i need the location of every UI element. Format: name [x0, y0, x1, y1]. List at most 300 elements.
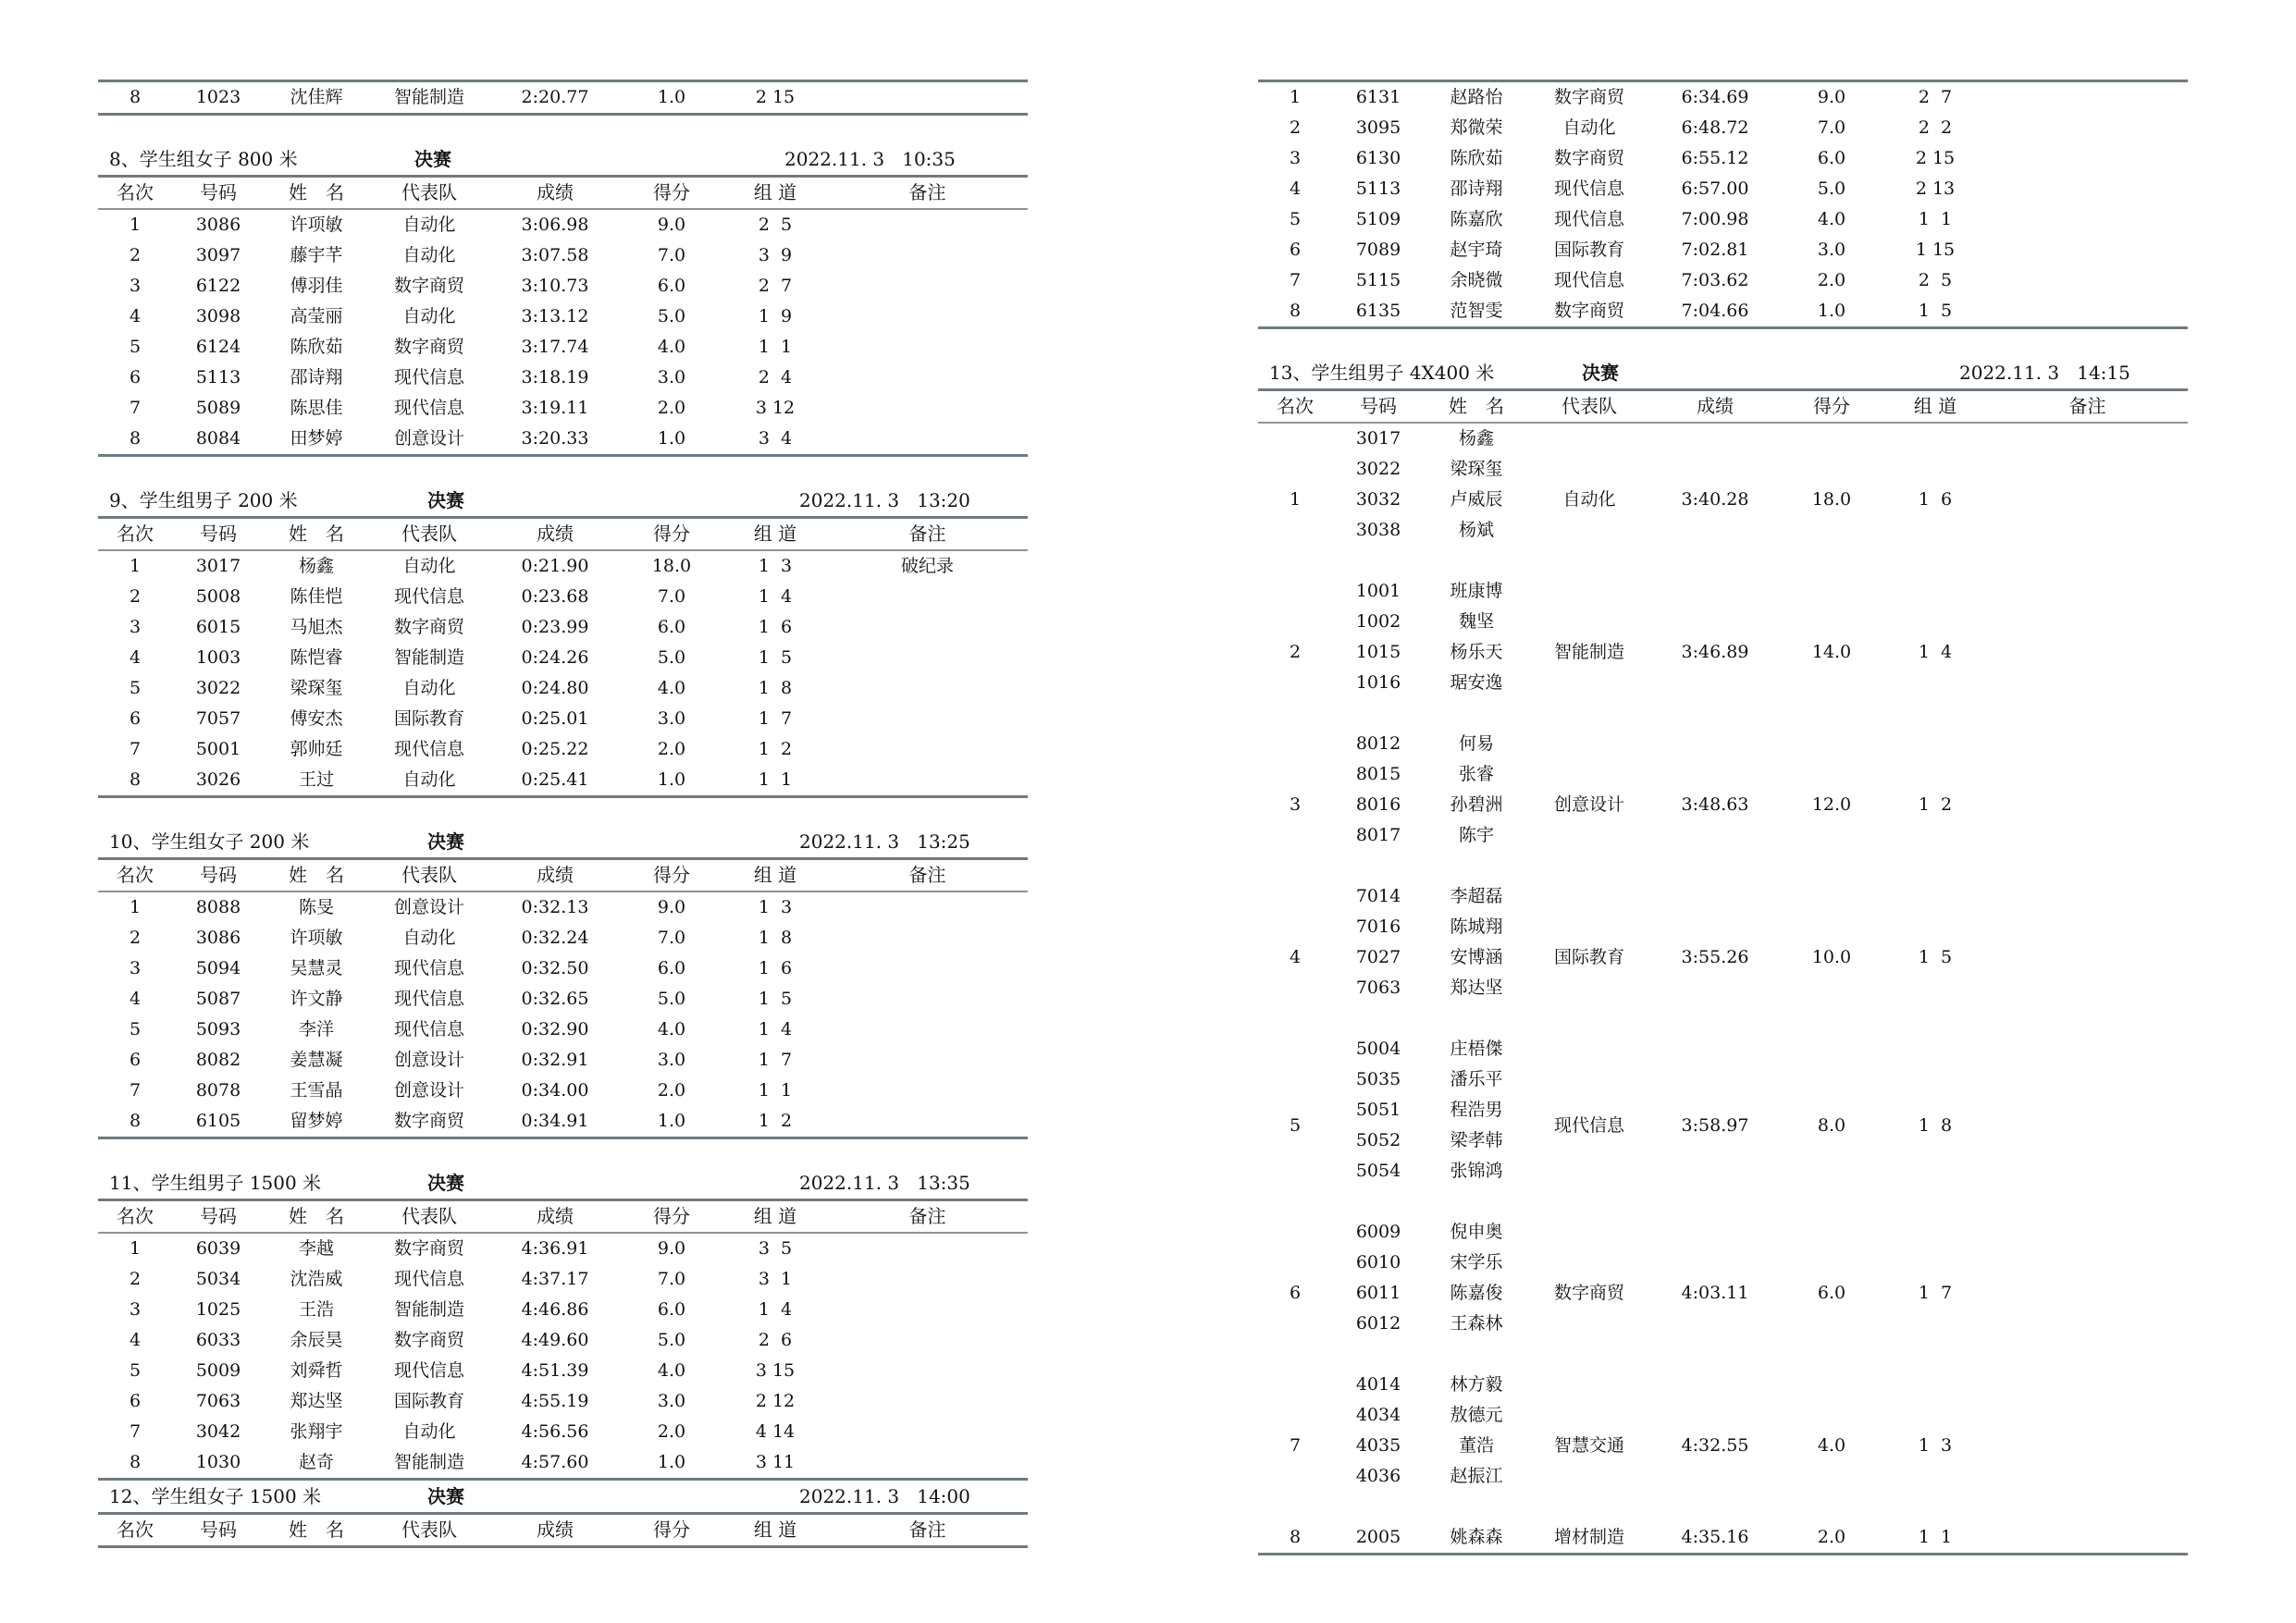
team-cell: 国际教育 [1553, 240, 1624, 260]
member-number: 5052 [1355, 1130, 1401, 1150]
rank-cell: 1 [129, 897, 142, 917]
result-cell: 3:07.58 [521, 245, 589, 265]
member-name: 杨鑫 [1458, 428, 1494, 449]
number-cell: 5113 [1355, 178, 1401, 199]
member-number: 6009 [1355, 1222, 1401, 1242]
points-cell: 6.0 [657, 617, 686, 637]
table-header [98, 1515, 1028, 1545]
team-cell: 现代信息 [1553, 209, 1624, 229]
member-name: 陈城翔 [1450, 916, 1503, 937]
name-cell: 留梦婷 [290, 1111, 343, 1131]
relay-member-row [1258, 576, 2188, 607]
rank-cell: 1 [1289, 87, 1302, 107]
rank-cell: 2 [129, 245, 142, 265]
group-lane-cell: 2 5 [758, 215, 793, 235]
number-cell: 8082 [195, 1050, 241, 1070]
name-cell: 赵宇琦 [1450, 240, 1503, 260]
member-number: 3017 [1355, 428, 1401, 449]
points-cell: 5.0 [657, 989, 686, 1009]
result-cell: 6:34.69 [1681, 87, 1749, 107]
number-cell: 6130 [1355, 148, 1401, 168]
table-row [98, 765, 1028, 795]
relay-member-row [1258, 454, 2188, 485]
table-row [98, 1447, 1028, 1478]
result-cell: 3:20.33 [521, 428, 589, 449]
rank-cell: 8 [1289, 301, 1302, 321]
member-name: 陈嘉俊 [1450, 1283, 1503, 1303]
relay-team [1258, 729, 2188, 881]
rank-cell: 6 [129, 708, 142, 729]
rank-cell: 1 [1289, 489, 1302, 510]
relay-spacer [1258, 1187, 2188, 1217]
section-title-row [1258, 357, 2188, 388]
points-cell: 7.0 [657, 1269, 686, 1289]
result-cell: 0:34.00 [521, 1080, 589, 1100]
header-note: 备注 [908, 1518, 946, 1541]
group-lane-cell: 1 2 [758, 1111, 793, 1131]
rank-cell: 4 [129, 1330, 142, 1350]
table-row [98, 1045, 1028, 1076]
name-cell: 沈浩威 [290, 1269, 343, 1289]
result-cell: 7:03.62 [1681, 270, 1749, 290]
table-row [98, 953, 1028, 984]
header-points: 得分 [653, 1518, 690, 1541]
header-group-lane: 组 道 [753, 1518, 797, 1541]
group-lane-cell: 1 8 [1918, 1114, 1953, 1136]
result-cell: 0:23.99 [521, 617, 589, 637]
points-cell: 6.0 [657, 276, 686, 296]
points-cell: 7.0 [657, 586, 686, 607]
section-title: 9、学生组男子 200 米 [109, 489, 298, 511]
header-name: 姓 名 [289, 523, 344, 545]
group-lane-cell: 3 15 [755, 1360, 796, 1381]
table-row [98, 424, 1028, 454]
member-number: 7014 [1355, 886, 1401, 906]
group-lane-cell: 3 11 [755, 1452, 796, 1472]
table-row [98, 271, 1028, 301]
section-title-row [98, 143, 1028, 175]
points-cell: 5.0 [1817, 178, 1846, 199]
group-lane-cell: 1 6 [758, 617, 793, 637]
table-row [98, 704, 1028, 734]
relay-spacer [1258, 698, 2188, 729]
header-points: 得分 [653, 864, 690, 886]
points-cell: 5.0 [657, 306, 686, 326]
team-cell: 智能制造 [1553, 642, 1624, 662]
team-cell: 数字商贸 [393, 1330, 464, 1350]
name-cell: 余晓微 [1450, 270, 1503, 290]
name-cell: 陈欣茹 [290, 337, 343, 357]
team-cell: 现代信息 [393, 1019, 464, 1039]
table-row [98, 1325, 1028, 1356]
team-cell: 自动化 [402, 306, 456, 326]
relay-result [1258, 1278, 2188, 1309]
group-lane-cell: 2 6 [758, 1330, 793, 1350]
table-row [98, 1417, 1028, 1447]
table-row [98, 1295, 1028, 1325]
number-cell: 5115 [1355, 270, 1401, 290]
member-number: 5051 [1355, 1100, 1401, 1120]
member-name: 倪申奥 [1450, 1222, 1503, 1242]
result-cell: 0:24.26 [521, 647, 589, 668]
header-result: 成绩 [537, 864, 574, 886]
group-lane-cell: 1 5 [758, 989, 793, 1009]
team-cell: 智慧交通 [1553, 1435, 1624, 1456]
member-name: 张锦鸿 [1450, 1161, 1503, 1181]
name-cell: 刘舜哲 [290, 1360, 343, 1381]
number-cell: 1030 [195, 1452, 241, 1472]
header-result: 成绩 [537, 1205, 574, 1227]
relay-member-row [1258, 820, 2188, 851]
table-row [98, 393, 1028, 424]
table-row [98, 301, 1028, 332]
points-cell: 4.0 [1817, 1435, 1846, 1456]
relay-member-row [1258, 607, 2188, 637]
relay-team [1258, 1370, 2188, 1522]
rank-cell: 3 [129, 276, 142, 296]
result-cell: 4:32.55 [1681, 1435, 1749, 1456]
relay-spacer [1258, 1003, 2188, 1034]
member-name: 杨斌 [1458, 520, 1494, 540]
member-number: 4014 [1355, 1374, 1401, 1395]
rank-cell: 2 [129, 928, 142, 948]
result-cell: 0:23.68 [521, 586, 589, 607]
name-cell: 陈佳恺 [290, 586, 343, 607]
number-cell: 3026 [195, 769, 241, 790]
table-row [1258, 235, 2188, 265]
member-name: 宋学乐 [1450, 1252, 1503, 1273]
points-cell: 18.0 [1811, 489, 1852, 510]
member-name: 王森林 [1450, 1313, 1503, 1334]
header-rank: 名次 [117, 1518, 154, 1541]
group-lane-cell: 1 9 [758, 306, 793, 326]
member-name: 卢威辰 [1450, 489, 1503, 510]
header-points: 得分 [1813, 395, 1850, 417]
member-number: 6011 [1355, 1283, 1401, 1303]
table-row [98, 210, 1028, 240]
points-cell: 9.0 [657, 897, 686, 917]
group-lane-cell: 2 7 [758, 276, 793, 296]
group-lane-cell: 1 2 [758, 739, 793, 759]
event-section [98, 143, 1028, 457]
section-title: 11、学生组男子 1500 米 [109, 1172, 322, 1194]
number-cell: 5089 [195, 398, 241, 418]
header-group-lane: 组 道 [753, 181, 797, 203]
member-number: 2005 [1355, 1527, 1401, 1547]
header-points: 得分 [653, 523, 690, 545]
points-cell: 14.0 [1811, 642, 1852, 662]
table-row [98, 923, 1028, 953]
table-row [98, 1106, 1028, 1137]
member-number: 7063 [1355, 977, 1401, 998]
team-cell: 智能制造 [393, 1299, 464, 1320]
team-cell: 数字商贸 [393, 1238, 464, 1259]
relay-team [1258, 424, 2188, 576]
name-cell: 王浩 [298, 1299, 334, 1320]
table-row [98, 582, 1028, 612]
points-cell: 2.0 [1817, 1527, 1846, 1547]
group-lane-cell: 2 2 [1918, 117, 1953, 138]
number-cell: 6131 [1355, 87, 1401, 107]
result-cell: 7:02.81 [1681, 240, 1749, 260]
result-cell: 3:06.98 [521, 215, 589, 235]
result-cell: 4:57.60 [521, 1452, 589, 1472]
number-cell: 6124 [195, 337, 241, 357]
rank-cell: 1 [129, 556, 142, 576]
relay-member-row [1258, 1217, 2188, 1248]
points-cell: 1.0 [657, 1111, 686, 1131]
header-note: 备注 [2068, 395, 2106, 417]
member-name: 安博涵 [1450, 947, 1503, 967]
table-row [98, 551, 1028, 582]
group-lane-cell: 2 15 [1915, 148, 1956, 168]
relay-result [1258, 942, 2188, 973]
team-cell: 创意设计 [393, 897, 464, 917]
table-header [98, 1201, 1028, 1232]
points-cell: 9.0 [1817, 87, 1846, 107]
relay-member-row [1258, 668, 2188, 698]
rank-cell: 7 [1289, 270, 1302, 290]
result-cell: 3:19.11 [521, 398, 589, 418]
result-cell: 7:04.66 [1681, 301, 1749, 321]
result-cell: 0:34.91 [521, 1111, 589, 1131]
member-name: 班康博 [1450, 581, 1503, 601]
table-row [98, 1234, 1028, 1264]
group-lane-cell: 4 14 [755, 1421, 796, 1442]
section-end-rule [1258, 1553, 2188, 1555]
result-cell: 3:10.73 [521, 276, 589, 296]
header-result: 成绩 [537, 181, 574, 203]
name-cell: 赵奇 [298, 1452, 334, 1472]
header-number: 号码 [1360, 395, 1397, 417]
member-number: 3038 [1355, 520, 1401, 540]
number-cell: 8084 [195, 428, 241, 449]
header-group-lane: 组 道 [753, 523, 797, 545]
group-lane-cell: 1 7 [1918, 1283, 1953, 1303]
result-cell: 4:03.11 [1681, 1283, 1749, 1303]
relay-team [1258, 1217, 2188, 1370]
section-time: 2022.11. 3 13:20 [799, 489, 970, 511]
member-number: 1016 [1355, 672, 1401, 693]
member-name: 敖德元 [1450, 1405, 1503, 1425]
result-cell: 0:25.22 [521, 739, 589, 759]
result-cell: 0:25.41 [521, 769, 589, 790]
name-cell: 赵路怡 [1450, 87, 1503, 107]
team-cell: 自动化 [402, 928, 456, 948]
header-group-lane: 组 道 [753, 864, 797, 886]
number-cell: 5087 [195, 989, 241, 1009]
group-lane-cell: 2 5 [1918, 270, 1953, 290]
member-number: 3022 [1355, 459, 1401, 479]
points-cell: 4.0 [657, 1360, 686, 1381]
team-cell: 现代信息 [393, 1360, 464, 1381]
name-cell: 王过 [298, 769, 334, 790]
member-name: 林方毅 [1450, 1374, 1503, 1395]
table-header [98, 860, 1028, 891]
header-result: 成绩 [537, 1518, 574, 1541]
result-cell: 3:17.74 [521, 337, 589, 357]
points-cell: 3.0 [657, 708, 686, 729]
table-row [98, 1014, 1028, 1045]
rank-cell: 5 [129, 1360, 142, 1381]
number-cell: 5008 [195, 586, 241, 607]
team-cell: 数字商贸 [1553, 1283, 1624, 1303]
group-lane-cell: 2 7 [1918, 87, 1953, 107]
member-name: 姚森森 [1450, 1527, 1503, 1547]
member-name: 梁孝韩 [1450, 1130, 1503, 1150]
relay-member-row [1258, 1309, 2188, 1339]
rank-cell: 4 [129, 989, 142, 1009]
team-cell: 创意设计 [1553, 794, 1624, 815]
rank-cell: 5 [1289, 1114, 1302, 1136]
result-cell: 0:32.91 [521, 1050, 589, 1070]
table-row [1258, 113, 2188, 143]
header-note: 备注 [908, 181, 946, 203]
header-team: 代表队 [401, 181, 457, 203]
rank-cell: 1 [129, 215, 142, 235]
event-section [98, 1481, 1028, 1548]
team-cell: 数字商贸 [1553, 87, 1624, 107]
team-cell: 自动化 [402, 556, 456, 576]
name-cell: 范智雯 [1450, 301, 1503, 321]
team-cell: 自动化 [402, 769, 456, 790]
relay-team [1258, 576, 2188, 729]
rank-cell: 2 [129, 1269, 142, 1289]
relay-spacer [1258, 546, 2188, 576]
member-number: 5035 [1355, 1069, 1401, 1089]
group-lane-cell: 1 2 [1918, 794, 1953, 815]
name-cell: 藤宇芊 [290, 245, 343, 265]
member-name: 梁琛玺 [1450, 459, 1503, 479]
member-number: 1002 [1355, 611, 1401, 632]
header-team: 代表队 [401, 523, 457, 545]
name-cell: 郑微荣 [1450, 117, 1503, 138]
table-row [98, 1386, 1028, 1417]
number-cell: 8088 [195, 897, 241, 917]
result-cell: 7:00.98 [1681, 209, 1749, 229]
points-cell: 2.0 [657, 398, 686, 418]
group-lane-cell: 1 1 [1918, 209, 1953, 229]
points-cell: 4.0 [657, 1019, 686, 1039]
group-lane-cell: 2 13 [1915, 178, 1956, 199]
table-row [98, 612, 1028, 643]
team-cell: 数字商贸 [393, 617, 464, 637]
points-cell: 5.0 [657, 1330, 686, 1350]
relay-result [1258, 1431, 2188, 1461]
name-cell: 高莹丽 [290, 306, 343, 326]
number-cell: 6039 [195, 1238, 241, 1259]
team-cell: 数字商贸 [393, 276, 464, 296]
name-cell: 马旭杰 [290, 617, 343, 637]
group-lane-cell: 1 4 [758, 586, 793, 607]
header-points: 得分 [653, 181, 690, 203]
header-points: 得分 [653, 1205, 690, 1227]
name-cell: 傅羽佳 [290, 276, 343, 296]
points-cell: 1.0 [657, 769, 686, 790]
result-cell: 4:36.91 [521, 1238, 589, 1259]
result-cell: 3:58.97 [1681, 1114, 1749, 1136]
relay-spacer [1258, 1339, 2188, 1370]
number-cell: 5009 [195, 1360, 241, 1381]
rank-cell: 5 [129, 678, 142, 698]
rank-cell: 3 [129, 617, 142, 637]
rank-cell: 8 [129, 1111, 142, 1131]
relay-member-row [1258, 973, 2188, 1003]
points-cell: 3.0 [657, 1391, 686, 1411]
team-cell: 现代信息 [1553, 178, 1624, 199]
section-title-row [98, 1167, 1028, 1199]
team-cell: 自动化 [402, 1421, 456, 1442]
team-cell: 自动化 [402, 215, 456, 235]
number-cell: 3042 [195, 1421, 241, 1442]
name-cell: 杨鑫 [298, 556, 334, 576]
group-lane-cell: 2 4 [758, 367, 793, 387]
team-cell: 创意设计 [393, 1080, 464, 1100]
group-lane-cell: 1 15 [1915, 240, 1956, 260]
points-cell: 5.0 [657, 647, 686, 668]
group-lane-cell: 1 5 [758, 647, 793, 668]
rank-cell: 7 [129, 1421, 142, 1442]
header-note: 备注 [908, 523, 946, 545]
number-cell: 1003 [195, 647, 241, 668]
rank-cell: 4 [129, 647, 142, 668]
name-cell: 陈思佳 [290, 398, 343, 418]
rank-cell: 3 [1289, 794, 1302, 815]
result-cell: 2:20.77 [521, 87, 589, 107]
table-row [1258, 82, 2188, 113]
group-lane-cell: 1 1 [1918, 1527, 1953, 1547]
header-number: 号码 [200, 181, 237, 203]
name-cell: 梁琛玺 [290, 678, 343, 698]
number-cell: 5001 [195, 739, 241, 759]
round-label: 决赛 [414, 148, 451, 170]
team-cell: 国际教育 [1553, 947, 1624, 967]
event-section [1258, 357, 2188, 1555]
points-cell: 2.0 [657, 1080, 686, 1100]
number-cell: 5109 [1355, 209, 1401, 229]
number-cell: 6105 [195, 1111, 241, 1131]
result-cell: 0:32.65 [521, 989, 589, 1009]
group-lane-cell: 1 1 [758, 1080, 793, 1100]
points-cell: 6.0 [1817, 148, 1846, 168]
table-row [98, 892, 1028, 923]
team-cell: 现代信息 [1553, 1114, 1624, 1136]
team-cell: 现代信息 [393, 739, 464, 759]
member-name: 郑达坚 [1450, 977, 1503, 998]
rank-cell: 6 [1289, 1283, 1302, 1303]
table-header [1258, 391, 2188, 422]
header-number: 号码 [200, 1518, 237, 1541]
result-cell: 3:13.12 [521, 306, 589, 326]
result-cell: 0:25.01 [521, 708, 589, 729]
rank-cell: 5 [129, 1019, 142, 1039]
points-cell: 9.0 [657, 215, 686, 235]
table-row [98, 673, 1028, 704]
header-rank: 名次 [117, 864, 154, 886]
group-lane-cell: 3 4 [758, 428, 793, 449]
member-name: 李超磊 [1450, 886, 1503, 906]
result-cell: 4:56.56 [521, 1421, 589, 1442]
table-row [98, 1076, 1028, 1106]
rank-cell: 2 [1289, 642, 1302, 662]
rank-cell: 5 [129, 337, 142, 357]
rank-cell: 2 [1289, 117, 1302, 138]
table-row [1258, 204, 2188, 235]
section-end-rule [98, 454, 1028, 457]
round-label: 决赛 [1582, 362, 1619, 384]
header-rank: 名次 [1277, 395, 1314, 417]
header-note: 备注 [908, 1205, 946, 1227]
